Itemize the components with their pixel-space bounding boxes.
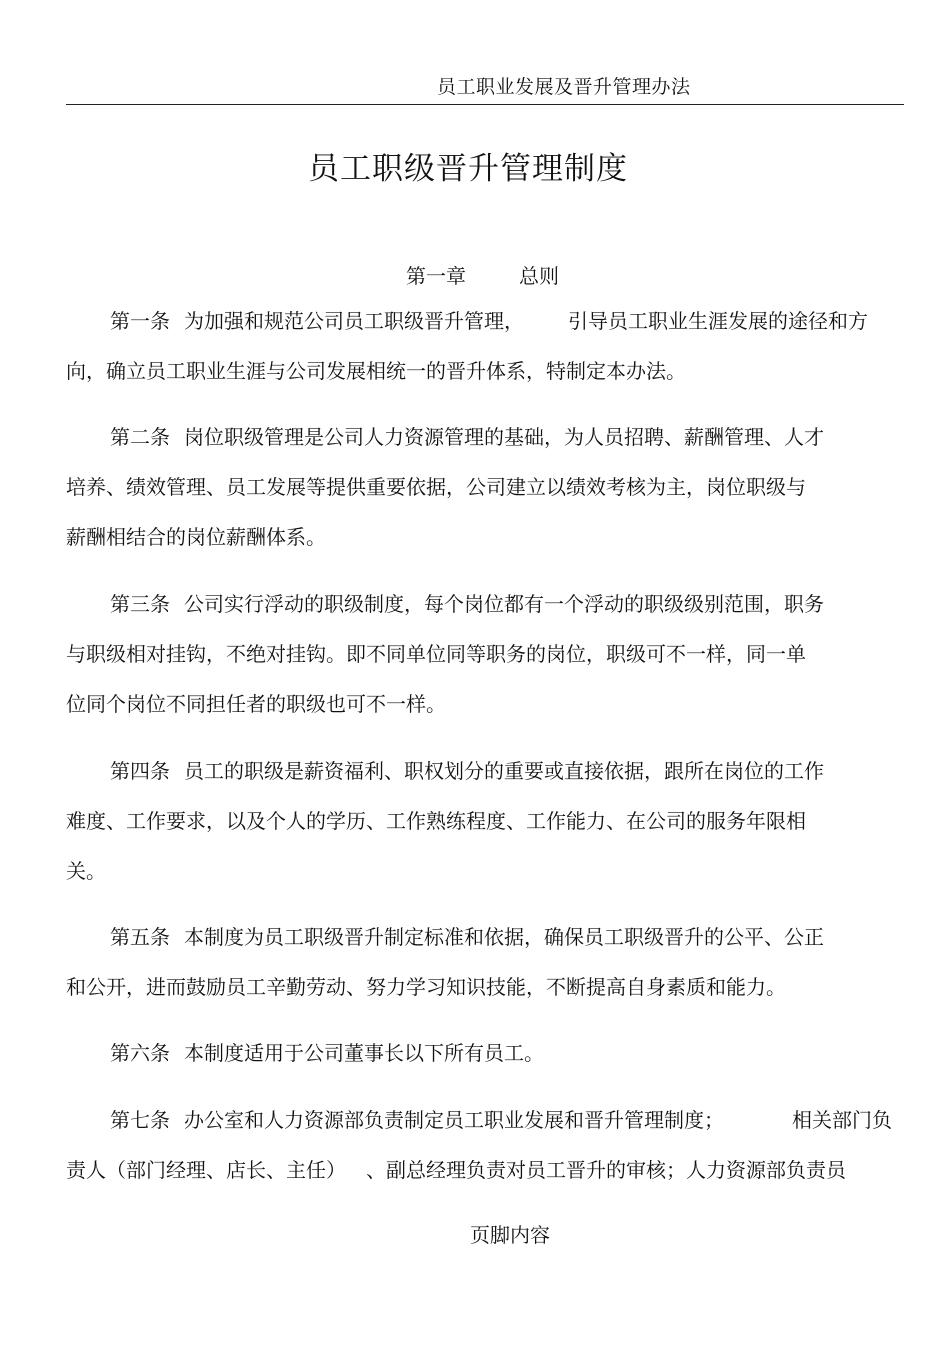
article-7-label: 第七条	[110, 1108, 170, 1132]
article-5-text: 本制度为员工职级晋升制定标准和依据，确保员工职级晋升的公平、公正	[184, 925, 824, 949]
article-7-line-2b: 、副总经理负责对员工晋升的审核；人力资源部负责员	[366, 1158, 846, 1182]
article-1-text: 为加强和规范公司员工职级晋升管理，	[184, 309, 524, 333]
article-1-label: 第一条	[110, 309, 170, 333]
article-4-line-3: 关。	[66, 859, 106, 883]
chapter-heading	[0, 260, 950, 290]
article-1-line-1b: 引导员工职业生涯发展的途径和方	[568, 309, 868, 333]
article-5-label: 第五条	[110, 925, 170, 949]
article-3-line-1	[110, 589, 824, 619]
article-7-line-1b: 相关部门负	[792, 1108, 892, 1132]
article-2-line-3: 薪酬相结合的岗位薪酬体系。	[66, 525, 326, 549]
article-4-text: 员工的职级是薪资福利、职权划分的重要或直接依据，跟所在岗位的工作	[184, 759, 824, 783]
article-7-line-2a: 责人（部门经理、店长、主任）	[66, 1158, 346, 1182]
article-5-line-2: 和公开，进而鼓励员工辛勤劳动、努力学习知识技能，不断提高自身素质和能力。	[66, 975, 786, 999]
running-header-title: 员工职业发展及晋升管理办法	[437, 76, 691, 98]
running-header	[66, 68, 904, 105]
article-2-line-2: 培养、绩效管理、员工发展等提供重要依据，公司建立以绩效考核为主，岗位职级与	[66, 475, 806, 499]
chapter-name: 总则	[519, 264, 559, 288]
article-2-line-1	[110, 422, 824, 452]
article-6-label: 第六条	[110, 1041, 170, 1065]
article-4-line-2: 难度、工作要求，以及个人的学历、工作熟练程度、工作能力、在公司的服务年限相	[66, 809, 806, 833]
page-footer: 页脚内容	[470, 1223, 550, 1247]
article-6-text: 本制度适用于公司董事长以下所有员工。	[184, 1041, 544, 1065]
article-1-line-1	[110, 306, 524, 336]
article-3-text: 公司实行浮动的职级制度，每个岗位都有一个浮动的职级级别范围，职务	[184, 592, 824, 616]
article-2-label: 第二条	[110, 425, 170, 449]
article-7-text: 办公室和人力资源部负责制定员工职业发展和晋升管理制度；	[184, 1108, 724, 1132]
article-4-label: 第四条	[110, 759, 170, 783]
chapter-number: 第一章	[406, 264, 466, 288]
document-title: 员工职级晋升管理制度	[308, 151, 628, 187]
article-6-line-1	[110, 1038, 544, 1068]
article-5-line-1	[110, 922, 824, 952]
article-3-line-2: 与职级相对挂钩，不绝对挂钩。即不同单位同等职务的岗位，职级可不一样，同一单	[66, 642, 806, 666]
article-4-line-1	[110, 756, 824, 786]
article-2-text: 岗位职级管理是公司人力资源管理的基础，为人员招聘、薪酬管理、人才	[184, 425, 824, 449]
article-7-line-1	[110, 1105, 724, 1135]
article-1-line-2: 向，确立员工职业生涯与公司发展相统一的晋升体系，特制定本办法。	[66, 359, 686, 383]
article-3-line-3: 位同个岗位不同担任者的职级也可不一样。	[66, 692, 446, 716]
article-3-label: 第三条	[110, 592, 170, 616]
